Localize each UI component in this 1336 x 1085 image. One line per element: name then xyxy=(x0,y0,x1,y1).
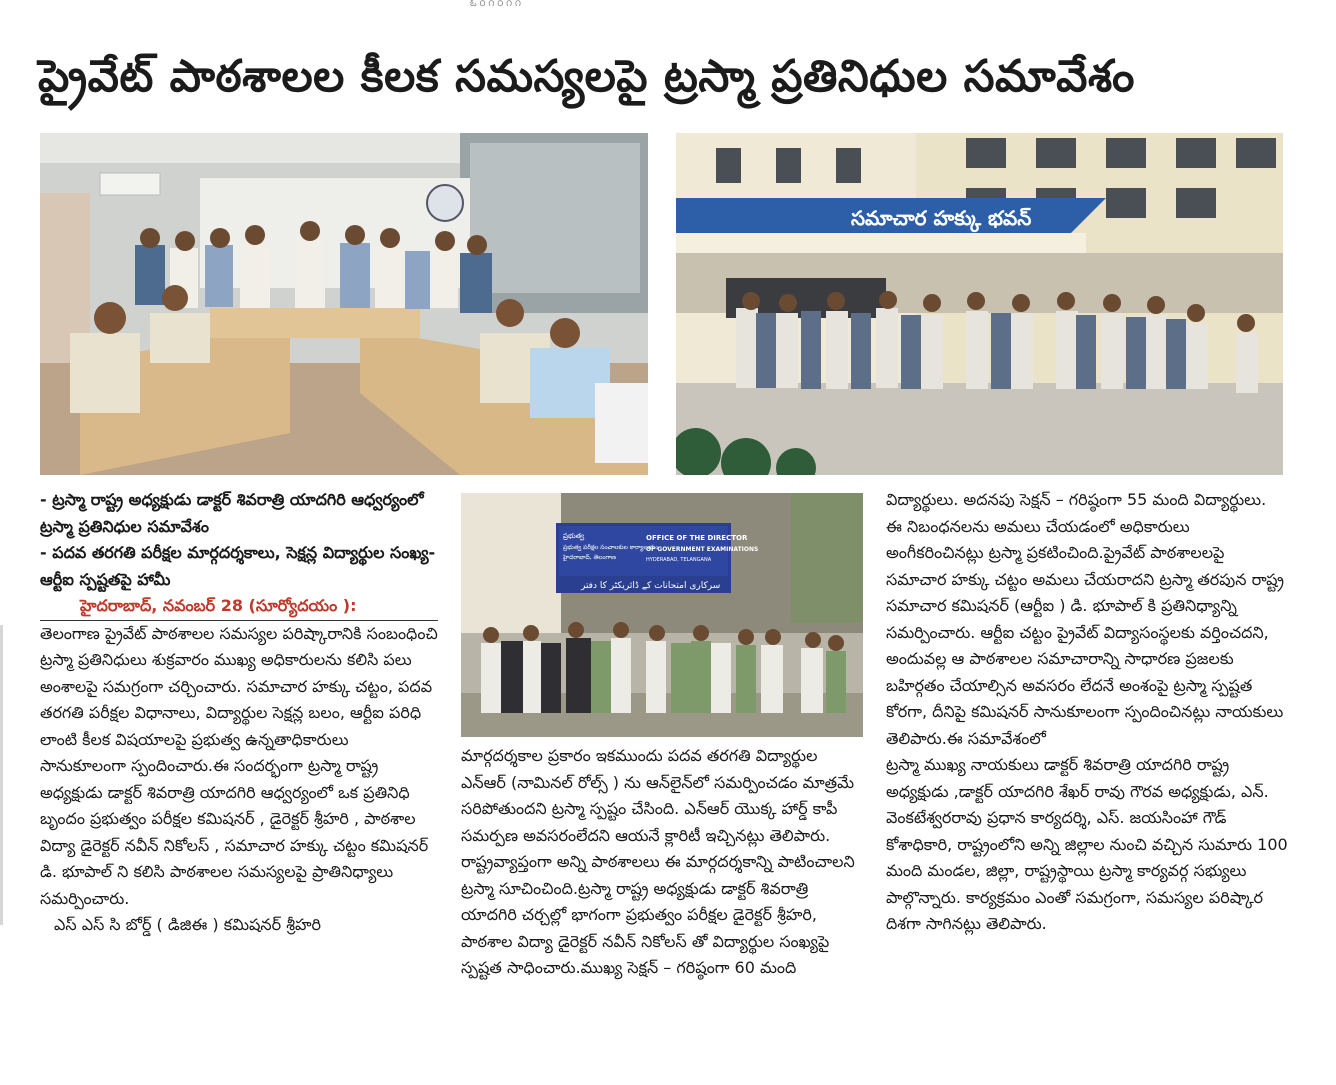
building-illustration xyxy=(676,133,1283,475)
column-2-body: మార్గదర్శకాల ప్రకారం ఇకముందు పదవ తరగతి విద్యార్థుల ఎన్ఆర్ (నామినల్ రోల్స్ ) ను ఆన్‌లైన్‌లో సమర్పించడం మాత్రమే సరిపోతుందని ట్రస్మా స్పష్టం చేసింది. ఎన్ఆర్ యొక్క హార్డ్ కాపీ సమర్పణ అవసరంలేదని ఆయనే క్లారిటీ ఇచ్చినట్లు తెలిపారు. రాష్ట్రవ్యాప్తంగా అన్ని పాఠశాలలు ఈ మార్గదర్శకాన్ని పాటించాలని ట్రస్మా సూచించింది.ట్రస్మా రాష్ట్ర అధ్యక్షుడు డాక్టర్ శివరాత్రి యాదగిరి చర్చల్లో భాగంగా ప్రభుత్వం పరీక్షల డైరెక్టర్ శ్రీహరి, పాఠశాల విద్యా డైరెక్టర్ నవీన్ నికోలస్ తో విద్యార్థుల సంఖ్యపై స్పష్టత సాధించారు.ముఖ్య సెక్షన్ – గరిష్ఠంగా 60 మంది xyxy=(461,746,855,977)
column-1 xyxy=(40,487,438,939)
column-2 xyxy=(461,743,863,982)
banner-english-line3: HYDERABAD, TELANGANA xyxy=(646,557,712,563)
banner-telugu-line3: హైదరాబాద్, తెలంగాణ xyxy=(563,554,616,561)
photo-rti-bhavan xyxy=(676,133,1283,475)
subhead-1: - ట్రస్మా రాష్ట్ర అధ్యక్షుడు డాక్టర్ శివరాత్రి యాదగిరి ఆధ్వర్యంలో ట్రస్మా ప్రతినిధుల సమావేశం xyxy=(40,490,424,536)
exam-office-illustration xyxy=(461,493,863,737)
subhead-2: - పదవ తరగతి పరీక్షల మార్గదర్శకాలు, సెక్షన్ల విద్యార్థుల సంఖ్య- ఆర్టీఐ స్పష్టతపై హామీ xyxy=(40,543,436,589)
column-1-tail: ఎస్ ఎస్ సి బోర్డ్ ( డిజిఈ ) కమిషనర్ శ్రీహరి xyxy=(54,915,322,934)
rti-bhavan-sign: సమాచార హక్కు భవన్ xyxy=(851,206,1032,230)
column-1-body: తెలంగాణ ప్రైవేట్ పాఠశాలల సమస్యల పరిష్కారానికి సంబంధించి ట్రస్మా ప్రతినిధులు శుక్రవారం ముఖ్య అధికారులను కలిసి పలు అంశాలపై సమగ్రంగా చర్చించారు. సమాచార హక్కు చట్టం, పదవ తరగతి పరీక్షల విధానాలు, విద్యార్థుల సెక్షన్ల బలం, ఆర్టీఐ పరిధి లాంటి కీలక విషయాలపై ప్రభుత్వ ఉన్నతాధికారులు సానుకూలంగా స్పందించారు.ఈ సందర్భంగా ట్రస్మా రాష్ట్ర అధ్యక్షుడు డాక్టర్ శివరాత్రి యాదగిరి ఆధ్వర్యంలో ఒక ప్రతినిధి బృందం ప్రభుత్వం పరీక్షల కమిషనర్ , డైరెక్టర్ శ్రీహరి , పాఠశాల విద్యా డైరెక్టర్ నవీన్ నికోలస్ , సమాచార హక్కు చట్టం కమిషనర్ డి. భూపాల్ ని కలిసి పాఠశాలల సమస్యలపై ప్రాతినిధ్యాలు సమర్పించారు. xyxy=(40,623,438,908)
banner-telugu-line1: ప్రభుత్వ xyxy=(563,532,585,540)
photo-meeting-room xyxy=(40,133,648,475)
left-edge-bar xyxy=(0,625,3,925)
banner-urdu-line: سرکاری امتحانات کے ڈائریکٹر کا دفتر xyxy=(581,581,721,591)
top-cut-text-strip xyxy=(0,0,1336,10)
banner-english-line2: OF GOVERNMENT EXAMINATIONS xyxy=(646,546,759,553)
photo-exam-office xyxy=(461,493,863,737)
meeting-room-illustration xyxy=(40,133,648,475)
headline: ప్రైవేట్ పాఠశాలల కీలక సమస్యలపై ట్రస్మా ప్రతినిధుల సమావేశం xyxy=(38,51,1135,102)
column-3-para-1: విద్యార్థులు. అదనపు సెక్షన్ – గరిష్ఠంగా 55 మంది విద్యార్థులు. xyxy=(886,490,1267,509)
dateline: హైదరాబాద్, నవంబర్ 28 (సూర్యోదయం ): xyxy=(40,593,438,621)
column-3 xyxy=(886,487,1288,938)
banner-english-line1: OFFICE OF THE DIRECTOR xyxy=(646,534,748,542)
column-3-para-3: ట్రస్మా ముఖ్య నాయకులు డాక్టర్ శివరాత్రి యాదగిరి రాష్ట్ర అధ్యక్షుడు ,డాక్టర్ యాదగిరి శేఖర్ రావు గౌరవ అధ్యక్షుడు, ఎన్. వెంకటేశ్వరరావు ప్రధాన కార్యదర్శి, ఎస్. జయసింహా గౌడ్ కోశాధికారి, రాష్ట్రంలోని అన్ని జిల్లాల నుంచి వచ్చిన సుమారు 100 మంది మండల, జిల్లా, రాష్ట్రస్థాయి ట్రస్మా కార్యవర్గ సభ్యులు పాల్గొన్నారు. కార్యక్రమం ఎంతో సమగ్రంగా, సమస్యల పరిష్కార దిశగా సాగినట్లు తెలిపారు. xyxy=(886,755,1288,933)
banner-telugu-line2: ప్రభుత్వ పరీక్షల సంచాలకుల కార్యాలయం xyxy=(563,544,659,551)
top-cut-text: ఓ ౦ ౧ ౦ ౧ ౧ xyxy=(470,0,521,9)
column-3-para-2: ఈ నిబంధనలను అమలు చేయడంలో అధికారులు అంగీకరించినట్లు ట్రస్మా ప్రకటించింది.ప్రైవేట్ పాఠశాలలపై సమాచార హక్కు చట్టం అమలు చేయరాదని ట్రస్మా తరపున రాష్ట్ర సమాచార కమిషనర్ (ఆర్టీఐ ) డి. భూపాల్ కి ప్రతినిధ్యాన్ని సమర్పించారు. ఆర్టీఐ చట్టం ప్రైవేట్ విద్యాసంస్థలకు వర్తించదని, అందువల్ల ఆ పాఠశాలల సమాచారాన్ని సాధారణ ప్రజలకు బహిర్గతం చేయాల్సిన అవసరం లేదనే అంశంపై ట్రస్మా స్పష్టత కోరగా, దీనిపై కమిషనర్ సానుకూలంగా స్పందించినట్లు నాయకులు తెలిపారు.ఈ సమావేశంలో xyxy=(886,516,1284,748)
